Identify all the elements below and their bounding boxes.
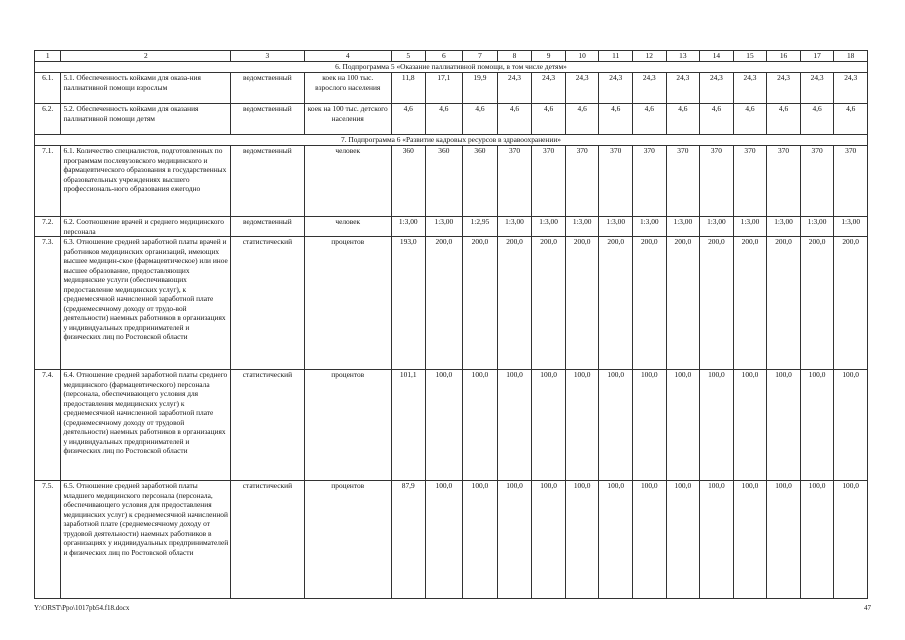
column-number-row [35, 51, 868, 62]
indicator-name: 6.3. Отношение средней заработной платы врачей и работников медицинских организаций, имеющих высшее медицин-ское (фармацевтическое) или иное высшее образование, предоставляющих медицинские услуги (обеспечивающих предоставление медицинских услуг), к среднемесячной начисленной заработной плате (среднемесячному доходу от трудо-вой деятельности) наемных работников в организациях у индивидуальных предпринимателей и физических лиц по Ростовской области [61, 237, 231, 370]
column-number: 10 [565, 51, 599, 62]
year-value: 1:3,00 [834, 217, 868, 237]
year-value: 17,1 [425, 73, 463, 104]
row-number: 7.1. [35, 146, 61, 217]
year-value: 24,3 [565, 73, 599, 104]
column-number: 6 [425, 51, 463, 62]
section-row [35, 62, 868, 73]
table-row [35, 73, 868, 104]
indicator-name: 5.1. Обеспеченность койками для оказа-ния паллиативной помощи взрослым [61, 73, 231, 104]
year-value: 370 [800, 146, 834, 217]
year-value: 200,0 [800, 237, 834, 370]
row-number: 7.4. [35, 370, 61, 481]
year-value: 1:3,00 [666, 217, 700, 237]
year-value: 200,0 [767, 237, 801, 370]
year-value: 24,3 [800, 73, 834, 104]
year-value: 100,0 [800, 370, 834, 481]
year-value: 100,0 [532, 481, 566, 599]
year-value: 200,0 [700, 237, 734, 370]
unit-of-measure: процентов [304, 370, 391, 481]
indicator-name: 6.2. Соотношение врачей и среднего медицинского персонала [61, 217, 231, 237]
row-number: 6.1. [35, 73, 61, 104]
unit-of-measure: человек [304, 217, 391, 237]
data-source: ведомственный [231, 217, 304, 237]
indicator-name: 6.5. Отношение средней заработной платы младшего медицинского персонала (персонала, обеспечивающего условия для предоставления медицинских услуг) к среднемесячной начисленной заработной плате (среднемесячному доходу от трудовой деятельности) наемных работников в организациях у индивидуальных предпринимателей и физических лиц по Ростовской области [61, 481, 231, 599]
year-value: 370 [700, 146, 734, 217]
year-value: 200,0 [733, 237, 767, 370]
year-value: 4,6 [834, 104, 868, 135]
year-value: 1:3,00 [800, 217, 834, 237]
column-number: 14 [700, 51, 734, 62]
year-value: 100,0 [425, 481, 463, 599]
unit-of-measure: процентов [304, 481, 391, 599]
year-value: 100,0 [532, 370, 566, 481]
table-row [35, 104, 868, 135]
year-value: 4,6 [497, 104, 532, 135]
column-number: 1 [35, 51, 61, 62]
year-value: 200,0 [599, 237, 633, 370]
column-number: 2 [61, 51, 231, 62]
table-row [35, 237, 868, 370]
year-value: 4,6 [800, 104, 834, 135]
year-value: 1:3,00 [599, 217, 633, 237]
data-source: ведомственный [231, 146, 304, 217]
section-title: 7. Подпрограмма 6 «Развитие кадровых ресурсов в здравоохранении» [35, 135, 868, 146]
file-path: Y:\ORST\Ppo\1017pb54.f18.docx [34, 604, 130, 612]
year-value: 1:3,00 [497, 217, 532, 237]
year-value: 200,0 [497, 237, 532, 370]
data-source: ведомственный [231, 104, 304, 135]
data-source: статистический [231, 237, 304, 370]
year-value: 100,0 [425, 370, 463, 481]
year-value: 100,0 [834, 481, 868, 599]
year-value: 370 [497, 146, 532, 217]
year-value: 370 [599, 146, 633, 217]
year-value: 100,0 [565, 370, 599, 481]
indicator-name: 6.1. Количество специалистов, подготовленных по программам послевузовского медицинского и фармацевтического образования в государственных образовательных учреждениях высшего профессиональ-ного образования ежегодно [61, 146, 231, 217]
year-value: 360 [425, 146, 463, 217]
page-number: 47 [864, 604, 871, 612]
column-number: 17 [800, 51, 834, 62]
year-value: 200,0 [666, 237, 700, 370]
year-value: 100,0 [767, 370, 801, 481]
year-value: 370 [565, 146, 599, 217]
year-value: 100,0 [700, 481, 734, 599]
year-value: 100,0 [599, 370, 633, 481]
year-value: 200,0 [532, 237, 566, 370]
year-value: 4,6 [463, 104, 498, 135]
year-value: 100,0 [565, 481, 599, 599]
indicator-name: 5.2. Обеспеченность койками для оказания паллиативной помощи детям [61, 104, 231, 135]
year-value: 4,6 [767, 104, 801, 135]
document-page [34, 50, 868, 599]
unit-of-measure: процентов [304, 237, 391, 370]
year-value: 193,0 [391, 237, 425, 370]
unit-of-measure: человек [304, 146, 391, 217]
year-value: 19,9 [463, 73, 498, 104]
year-value: 4,6 [565, 104, 599, 135]
column-number: 13 [666, 51, 700, 62]
year-value: 1:3,00 [425, 217, 463, 237]
year-value: 24,3 [767, 73, 801, 104]
unit-of-measure: коек на 100 тыс. взрослого населения [304, 73, 391, 104]
year-value: 4,6 [532, 104, 566, 135]
year-value: 4,6 [666, 104, 700, 135]
row-number: 7.3. [35, 237, 61, 370]
table-row [35, 370, 868, 481]
year-value: 360 [463, 146, 498, 217]
year-value: 100,0 [463, 481, 498, 599]
year-value: 100,0 [733, 370, 767, 481]
year-value: 1:2,95 [463, 217, 498, 237]
year-value: 4,6 [700, 104, 734, 135]
column-number: 16 [767, 51, 801, 62]
year-value: 100,0 [666, 370, 700, 481]
column-number: 8 [497, 51, 532, 62]
year-value: 370 [633, 146, 667, 217]
year-value: 100,0 [666, 481, 700, 599]
year-value: 24,3 [666, 73, 700, 104]
year-value: 100,0 [834, 370, 868, 481]
column-number: 7 [463, 51, 498, 62]
year-value: 87,9 [391, 481, 425, 599]
year-value: 370 [767, 146, 801, 217]
year-value: 1:3,00 [391, 217, 425, 237]
year-value: 24,3 [497, 73, 532, 104]
year-value: 370 [532, 146, 566, 217]
year-value: 100,0 [633, 481, 667, 599]
year-value: 1:3,00 [532, 217, 566, 237]
year-value: 1:3,00 [767, 217, 801, 237]
year-value: 4,6 [425, 104, 463, 135]
year-value: 24,3 [834, 73, 868, 104]
year-value: 200,0 [834, 237, 868, 370]
section-title: 6. Подпрограмма 5 «Оказание паллиативной помощи, в том числе детям» [35, 62, 868, 73]
year-value: 24,3 [633, 73, 667, 104]
year-value: 1:3,00 [565, 217, 599, 237]
year-value: 200,0 [633, 237, 667, 370]
row-number: 7.5. [35, 481, 61, 599]
year-value: 100,0 [767, 481, 801, 599]
row-number: 7.2. [35, 217, 61, 237]
indicators-table [34, 50, 868, 599]
year-value: 200,0 [463, 237, 498, 370]
year-value: 370 [834, 146, 868, 217]
column-number: 15 [733, 51, 767, 62]
year-value: 100,0 [700, 370, 734, 481]
row-number: 6.2. [35, 104, 61, 135]
table-row [35, 481, 868, 599]
year-value: 370 [666, 146, 700, 217]
data-source: статистический [231, 370, 304, 481]
column-number: 3 [231, 51, 304, 62]
year-value: 1:3,00 [633, 217, 667, 237]
year-value: 100,0 [463, 370, 498, 481]
year-value: 100,0 [497, 370, 532, 481]
year-value: 200,0 [565, 237, 599, 370]
year-value: 4,6 [391, 104, 425, 135]
year-value: 100,0 [599, 481, 633, 599]
column-number: 11 [599, 51, 633, 62]
section-row [35, 135, 868, 146]
year-value: 1:3,00 [733, 217, 767, 237]
year-value: 24,3 [733, 73, 767, 104]
year-value: 1:3,00 [700, 217, 734, 237]
year-value: 100,0 [800, 481, 834, 599]
unit-of-measure: коек на 100 тыс. детского населения [304, 104, 391, 135]
year-value: 24,3 [599, 73, 633, 104]
year-value: 4,6 [733, 104, 767, 135]
data-source: статистический [231, 481, 304, 599]
year-value: 100,0 [633, 370, 667, 481]
year-value: 100,0 [497, 481, 532, 599]
year-value: 4,6 [599, 104, 633, 135]
year-value: 11,8 [391, 73, 425, 104]
year-value: 24,3 [700, 73, 734, 104]
year-value: 200,0 [425, 237, 463, 370]
year-value: 24,3 [532, 73, 566, 104]
column-number: 9 [532, 51, 566, 62]
indicator-name: 6.4. Отношение средней заработной платы среднего медицинского (фармацевтического) персонала (персонала, обеспечивающего условия для предоставления медицинских услуг) к среднемесячной начисленной заработной плате (среднемесячному доходу от трудовой деятельности) наемных работников в организациях у индивидуальных предпринимателей и физических лиц по Ростовской области [61, 370, 231, 481]
column-number: 4 [304, 51, 391, 62]
column-number: 5 [391, 51, 425, 62]
table-row [35, 146, 868, 217]
column-number: 18 [834, 51, 868, 62]
year-value: 4,6 [633, 104, 667, 135]
year-value: 101,1 [391, 370, 425, 481]
data-source: ведомственный [231, 73, 304, 104]
year-value: 100,0 [733, 481, 767, 599]
table-row [35, 217, 868, 237]
column-number: 12 [633, 51, 667, 62]
year-value: 370 [733, 146, 767, 217]
year-value: 360 [391, 146, 425, 217]
